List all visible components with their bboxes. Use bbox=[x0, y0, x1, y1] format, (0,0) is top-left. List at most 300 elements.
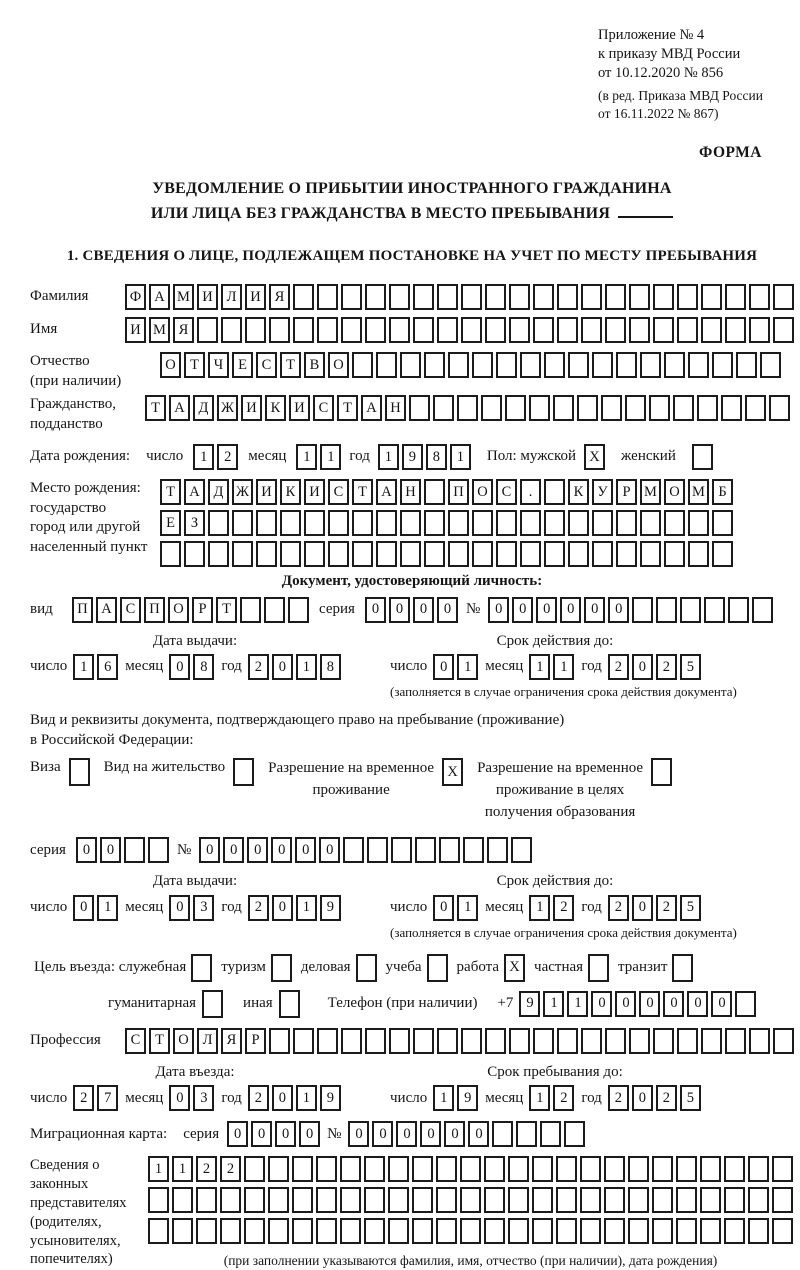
cell[interactable] bbox=[677, 284, 698, 310]
cell[interactable]: Ж bbox=[217, 395, 238, 421]
cell[interactable] bbox=[772, 1218, 793, 1244]
cell[interactable]: А bbox=[376, 479, 397, 505]
cell[interactable]: И bbox=[256, 479, 277, 505]
cell[interactable]: 0 bbox=[687, 991, 708, 1017]
purpose-business-checkbox[interactable] bbox=[356, 954, 377, 982]
cell[interactable]: 2 bbox=[248, 654, 269, 680]
cell[interactable]: 0 bbox=[295, 837, 316, 863]
cell[interactable] bbox=[680, 597, 701, 623]
cell[interactable] bbox=[433, 395, 454, 421]
cell[interactable]: 0 bbox=[299, 1121, 320, 1147]
cell[interactable] bbox=[701, 317, 722, 343]
cell[interactable] bbox=[304, 541, 325, 567]
cell[interactable] bbox=[472, 510, 493, 536]
cell[interactable]: 1 bbox=[450, 444, 471, 470]
cell[interactable] bbox=[364, 1156, 385, 1182]
cell[interactable] bbox=[581, 284, 602, 310]
cell[interactable] bbox=[676, 1218, 697, 1244]
cell[interactable] bbox=[556, 1187, 577, 1213]
cell[interactable] bbox=[457, 395, 478, 421]
cell[interactable]: 1 bbox=[296, 895, 317, 921]
cell[interactable] bbox=[628, 1187, 649, 1213]
cell[interactable] bbox=[196, 1187, 217, 1213]
cell[interactable]: 1 bbox=[529, 654, 550, 680]
cell[interactable]: Н bbox=[385, 395, 406, 421]
cell[interactable] bbox=[760, 352, 781, 378]
cell[interactable] bbox=[509, 284, 530, 310]
cell[interactable] bbox=[484, 1187, 505, 1213]
cell[interactable]: 2 bbox=[553, 895, 574, 921]
cell[interactable] bbox=[341, 1028, 362, 1054]
cell[interactable] bbox=[415, 837, 436, 863]
cell[interactable]: А bbox=[184, 479, 205, 505]
cell[interactable]: 1 bbox=[529, 895, 550, 921]
cell[interactable] bbox=[367, 837, 388, 863]
cell[interactable]: 0 bbox=[272, 654, 293, 680]
cell[interactable]: М bbox=[173, 284, 194, 310]
cell[interactable]: Н bbox=[400, 479, 421, 505]
cell[interactable] bbox=[773, 1028, 794, 1054]
cell[interactable]: 0 bbox=[199, 837, 220, 863]
cell[interactable] bbox=[472, 352, 493, 378]
cell[interactable]: О bbox=[472, 479, 493, 505]
doc-valid-month-cells[interactable] bbox=[529, 654, 574, 680]
cell[interactable]: 2 bbox=[196, 1156, 217, 1182]
cell[interactable]: 0 bbox=[536, 597, 557, 623]
cell[interactable]: 0 bbox=[372, 1121, 393, 1147]
cell[interactable] bbox=[492, 1121, 513, 1147]
cell[interactable]: Ф bbox=[125, 284, 146, 310]
cell[interactable]: 0 bbox=[433, 654, 454, 680]
cell[interactable]: 6 bbox=[97, 654, 118, 680]
cell[interactable]: 9 bbox=[519, 991, 540, 1017]
cell[interactable] bbox=[292, 1187, 313, 1213]
cell[interactable] bbox=[677, 1028, 698, 1054]
cell[interactable]: 1 bbox=[296, 444, 317, 470]
cell[interactable]: 0 bbox=[169, 654, 190, 680]
cell[interactable]: Д bbox=[193, 395, 214, 421]
cell[interactable] bbox=[628, 1156, 649, 1182]
cell[interactable]: А bbox=[361, 395, 382, 421]
cell[interactable]: 0 bbox=[275, 1121, 296, 1147]
cell[interactable]: И bbox=[241, 395, 262, 421]
cell[interactable] bbox=[540, 1121, 561, 1147]
doc-issue-day-cells[interactable] bbox=[73, 654, 118, 680]
cell[interactable]: Р bbox=[192, 597, 213, 623]
temp-permit-checkbox[interactable] bbox=[442, 758, 463, 786]
birth-year-cells[interactable] bbox=[378, 444, 471, 470]
cell[interactable] bbox=[508, 1156, 529, 1182]
cell[interactable] bbox=[664, 352, 685, 378]
cell[interactable] bbox=[672, 954, 693, 982]
cell[interactable] bbox=[485, 284, 506, 310]
cell[interactable]: П bbox=[72, 597, 93, 623]
cell[interactable]: Т bbox=[337, 395, 358, 421]
cell[interactable] bbox=[712, 510, 733, 536]
cell[interactable]: 5 bbox=[680, 895, 701, 921]
purpose-other-checkbox[interactable] bbox=[279, 990, 300, 1018]
stay-year-cells[interactable] bbox=[608, 1085, 701, 1111]
cell[interactable] bbox=[233, 758, 254, 786]
cell[interactable] bbox=[532, 1218, 553, 1244]
cell[interactable] bbox=[721, 395, 742, 421]
cell[interactable]: 9 bbox=[402, 444, 423, 470]
cell[interactable]: 5 bbox=[680, 1085, 701, 1111]
purpose-work-checkbox[interactable] bbox=[504, 954, 525, 982]
cell[interactable] bbox=[604, 1156, 625, 1182]
cell[interactable] bbox=[568, 510, 589, 536]
guardians-cells-row3[interactable] bbox=[148, 1218, 793, 1244]
cell[interactable] bbox=[516, 1121, 537, 1147]
cell[interactable] bbox=[341, 284, 362, 310]
cell[interactable]: 0 bbox=[711, 991, 732, 1017]
cell[interactable] bbox=[688, 352, 709, 378]
cell[interactable] bbox=[460, 1156, 481, 1182]
cell[interactable]: 0 bbox=[584, 597, 605, 623]
cell[interactable] bbox=[481, 395, 502, 421]
cell[interactable] bbox=[712, 352, 733, 378]
cell[interactable] bbox=[245, 317, 266, 343]
sex-male-checkbox[interactable] bbox=[584, 444, 605, 470]
cell[interactable]: 1 bbox=[193, 444, 214, 470]
cell[interactable]: 0 bbox=[639, 991, 660, 1017]
cell[interactable] bbox=[292, 1218, 313, 1244]
cell[interactable] bbox=[511, 837, 532, 863]
cell[interactable] bbox=[749, 317, 770, 343]
cell[interactable]: 0 bbox=[348, 1121, 369, 1147]
cell[interactable] bbox=[293, 317, 314, 343]
cell[interactable] bbox=[748, 1218, 769, 1244]
cell[interactable]: Ч bbox=[208, 352, 229, 378]
birthplace-cells-row3[interactable] bbox=[160, 541, 733, 567]
cell[interactable]: 2 bbox=[656, 654, 677, 680]
cell[interactable] bbox=[736, 352, 757, 378]
cell[interactable] bbox=[389, 1028, 410, 1054]
cell[interactable]: 1 bbox=[296, 654, 317, 680]
cell[interactable] bbox=[772, 1156, 793, 1182]
permit-number-cells[interactable] bbox=[199, 837, 532, 863]
cell[interactable]: М bbox=[640, 479, 661, 505]
cell[interactable]: 9 bbox=[320, 895, 341, 921]
cell[interactable] bbox=[160, 541, 181, 567]
cell[interactable]: 1 bbox=[457, 654, 478, 680]
cell[interactable] bbox=[208, 510, 229, 536]
cell[interactable]: 0 bbox=[271, 837, 292, 863]
cell[interactable] bbox=[592, 541, 613, 567]
cell[interactable]: 0 bbox=[223, 837, 244, 863]
cell[interactable]: А bbox=[149, 284, 170, 310]
cell[interactable]: У bbox=[592, 479, 613, 505]
cell[interactable] bbox=[773, 317, 794, 343]
cell[interactable] bbox=[328, 541, 349, 567]
cell[interactable]: 0 bbox=[272, 895, 293, 921]
cell[interactable]: Б bbox=[712, 479, 733, 505]
cell[interactable] bbox=[588, 954, 609, 982]
permit-valid-month-cells[interactable] bbox=[529, 895, 574, 921]
cell[interactable] bbox=[172, 1218, 193, 1244]
cell[interactable]: А bbox=[169, 395, 190, 421]
cell[interactable]: Д bbox=[208, 479, 229, 505]
cell[interactable] bbox=[616, 541, 637, 567]
cell[interactable]: 0 bbox=[319, 837, 340, 863]
cell[interactable] bbox=[280, 510, 301, 536]
cell[interactable] bbox=[509, 317, 530, 343]
cell[interactable] bbox=[581, 317, 602, 343]
cell[interactable] bbox=[439, 837, 460, 863]
entry-year-cells[interactable] bbox=[248, 1085, 341, 1111]
cell[interactable] bbox=[509, 1028, 530, 1054]
cell[interactable] bbox=[364, 1187, 385, 1213]
cell[interactable]: 2 bbox=[608, 1085, 629, 1111]
cell[interactable] bbox=[725, 317, 746, 343]
cell[interactable]: К bbox=[265, 395, 286, 421]
cell[interactable] bbox=[316, 1218, 337, 1244]
cell[interactable] bbox=[412, 1156, 433, 1182]
cell[interactable]: 2 bbox=[608, 895, 629, 921]
cell[interactable] bbox=[437, 317, 458, 343]
cell[interactable]: Ж bbox=[232, 479, 253, 505]
cell[interactable]: 2 bbox=[217, 444, 238, 470]
cell[interactable] bbox=[557, 284, 578, 310]
cell[interactable] bbox=[652, 1218, 673, 1244]
cell[interactable]: Е bbox=[160, 510, 181, 536]
stay-day-cells[interactable] bbox=[433, 1085, 478, 1111]
cell[interactable]: 0 bbox=[76, 837, 97, 863]
cell[interactable] bbox=[544, 510, 565, 536]
cell[interactable] bbox=[461, 317, 482, 343]
cell[interactable]: 0 bbox=[396, 1121, 417, 1147]
cell[interactable] bbox=[664, 541, 685, 567]
cell[interactable] bbox=[745, 395, 766, 421]
cell[interactable] bbox=[317, 284, 338, 310]
cell[interactable] bbox=[271, 954, 292, 982]
cell[interactable] bbox=[496, 541, 517, 567]
cell[interactable]: 0 bbox=[413, 597, 434, 623]
permit-issue-day-cells[interactable] bbox=[73, 895, 118, 921]
cell[interactable] bbox=[544, 352, 565, 378]
cell[interactable] bbox=[388, 1156, 409, 1182]
cell[interactable]: 0 bbox=[169, 895, 190, 921]
cell[interactable] bbox=[520, 352, 541, 378]
cell[interactable] bbox=[280, 541, 301, 567]
birthplace-cells-row2[interactable] bbox=[160, 510, 733, 536]
cell[interactable]: 1 bbox=[433, 1085, 454, 1111]
cell[interactable] bbox=[725, 284, 746, 310]
cell[interactable]: 0 bbox=[608, 597, 629, 623]
cell[interactable] bbox=[220, 1187, 241, 1213]
cell[interactable] bbox=[724, 1187, 745, 1213]
cell[interactable] bbox=[279, 990, 300, 1018]
cell[interactable]: 7 bbox=[97, 1085, 118, 1111]
cell[interactable] bbox=[592, 510, 613, 536]
cell[interactable] bbox=[365, 284, 386, 310]
entry-month-cells[interactable] bbox=[169, 1085, 214, 1111]
cell[interactable]: 0 bbox=[389, 597, 410, 623]
cell[interactable]: С bbox=[256, 352, 277, 378]
cell[interactable] bbox=[649, 395, 670, 421]
cell[interactable] bbox=[629, 284, 650, 310]
cell[interactable]: 8 bbox=[193, 654, 214, 680]
cell[interactable] bbox=[293, 284, 314, 310]
cell[interactable] bbox=[269, 317, 290, 343]
permit-series-cells[interactable] bbox=[76, 837, 169, 863]
purpose-study-checkbox[interactable] bbox=[427, 954, 448, 982]
cell[interactable] bbox=[701, 284, 722, 310]
cell[interactable] bbox=[640, 541, 661, 567]
cell[interactable] bbox=[316, 1187, 337, 1213]
cell[interactable]: 1 bbox=[529, 1085, 550, 1111]
cell[interactable]: 0 bbox=[591, 991, 612, 1017]
cell[interactable] bbox=[220, 1218, 241, 1244]
cell[interactable] bbox=[232, 510, 253, 536]
cell[interactable] bbox=[400, 541, 421, 567]
cell[interactable] bbox=[340, 1218, 361, 1244]
cell[interactable] bbox=[365, 317, 386, 343]
cell[interactable]: С bbox=[313, 395, 334, 421]
cell[interactable] bbox=[256, 541, 277, 567]
cell[interactable] bbox=[356, 954, 377, 982]
cell[interactable] bbox=[676, 1187, 697, 1213]
cell[interactable] bbox=[148, 1187, 169, 1213]
cell[interactable] bbox=[460, 1187, 481, 1213]
doc-issue-year-cells[interactable] bbox=[248, 654, 341, 680]
cell[interactable] bbox=[317, 317, 338, 343]
cell[interactable] bbox=[724, 1156, 745, 1182]
cell[interactable]: 0 bbox=[169, 1085, 190, 1111]
cell[interactable] bbox=[605, 317, 626, 343]
cell[interactable] bbox=[601, 395, 622, 421]
cell[interactable] bbox=[412, 1187, 433, 1213]
cell[interactable]: 0 bbox=[444, 1121, 465, 1147]
cell[interactable] bbox=[581, 1028, 602, 1054]
cell[interactable] bbox=[616, 510, 637, 536]
doc-kind-cells[interactable] bbox=[72, 597, 309, 623]
cell[interactable] bbox=[365, 1028, 386, 1054]
cell[interactable] bbox=[448, 352, 469, 378]
cell[interactable]: 2 bbox=[656, 1085, 677, 1111]
cell[interactable]: . bbox=[520, 479, 541, 505]
cell[interactable] bbox=[364, 1218, 385, 1244]
cell[interactable] bbox=[553, 395, 574, 421]
cell[interactable] bbox=[653, 1028, 674, 1054]
cell[interactable] bbox=[532, 1156, 553, 1182]
cell[interactable]: 0 bbox=[632, 654, 653, 680]
cell[interactable] bbox=[191, 954, 212, 982]
cell[interactable] bbox=[376, 541, 397, 567]
doc-series-cells[interactable] bbox=[365, 597, 458, 623]
cell[interactable] bbox=[340, 1187, 361, 1213]
cell[interactable]: К bbox=[280, 479, 301, 505]
temp-permit-edu-checkbox[interactable] bbox=[651, 758, 672, 786]
cell[interactable] bbox=[400, 510, 421, 536]
cell[interactable]: П bbox=[448, 479, 469, 505]
cell[interactable] bbox=[424, 510, 445, 536]
cell[interactable] bbox=[748, 1187, 769, 1213]
cell[interactable] bbox=[697, 395, 718, 421]
cell[interactable] bbox=[352, 541, 373, 567]
cell[interactable]: 0 bbox=[615, 991, 636, 1017]
cell[interactable]: Я bbox=[221, 1028, 242, 1054]
cell[interactable] bbox=[376, 510, 397, 536]
cell[interactable]: П bbox=[144, 597, 165, 623]
cell[interactable]: X bbox=[504, 954, 525, 982]
cell[interactable]: С bbox=[328, 479, 349, 505]
cell[interactable] bbox=[461, 284, 482, 310]
stay-month-cells[interactable] bbox=[529, 1085, 574, 1111]
cell[interactable] bbox=[651, 758, 672, 786]
cell[interactable] bbox=[389, 317, 410, 343]
cell[interactable] bbox=[268, 1156, 289, 1182]
cell[interactable] bbox=[484, 1218, 505, 1244]
cell[interactable]: 0 bbox=[100, 837, 121, 863]
cell[interactable] bbox=[232, 541, 253, 567]
cell[interactable] bbox=[436, 1218, 457, 1244]
cell[interactable] bbox=[625, 395, 646, 421]
cell[interactable] bbox=[652, 1156, 673, 1182]
cell[interactable] bbox=[688, 541, 709, 567]
cell[interactable] bbox=[532, 1187, 553, 1213]
doc-valid-day-cells[interactable] bbox=[433, 654, 478, 680]
cell[interactable] bbox=[577, 395, 598, 421]
cell[interactable] bbox=[568, 352, 589, 378]
name-cells[interactable] bbox=[125, 317, 794, 343]
cell[interactable] bbox=[605, 1028, 626, 1054]
cell[interactable]: Р bbox=[616, 479, 637, 505]
cell[interactable] bbox=[124, 837, 145, 863]
cell[interactable]: 0 bbox=[437, 597, 458, 623]
cell[interactable] bbox=[580, 1218, 601, 1244]
cell[interactable] bbox=[773, 284, 794, 310]
cell[interactable] bbox=[376, 352, 397, 378]
cell[interactable]: 1 bbox=[553, 654, 574, 680]
cell[interactable]: 1 bbox=[378, 444, 399, 470]
cell[interactable] bbox=[629, 1028, 650, 1054]
cell[interactable] bbox=[653, 317, 674, 343]
cell[interactable] bbox=[409, 395, 430, 421]
cell[interactable] bbox=[700, 1187, 721, 1213]
cell[interactable]: 0 bbox=[468, 1121, 489, 1147]
cell[interactable] bbox=[712, 541, 733, 567]
cell[interactable]: 0 bbox=[560, 597, 581, 623]
cell[interactable]: Т bbox=[184, 352, 205, 378]
cell[interactable] bbox=[389, 284, 410, 310]
cell[interactable]: 8 bbox=[426, 444, 447, 470]
cell[interactable]: М bbox=[688, 479, 709, 505]
cell[interactable] bbox=[424, 541, 445, 567]
cell[interactable] bbox=[673, 395, 694, 421]
cell[interactable] bbox=[341, 317, 362, 343]
profession-cells[interactable] bbox=[125, 1028, 794, 1054]
cell[interactable] bbox=[240, 597, 261, 623]
cell[interactable]: 1 bbox=[320, 444, 341, 470]
cell[interactable] bbox=[677, 317, 698, 343]
cell[interactable]: 2 bbox=[608, 654, 629, 680]
doc-valid-year-cells[interactable] bbox=[608, 654, 701, 680]
cell[interactable] bbox=[208, 541, 229, 567]
cell[interactable]: 0 bbox=[512, 597, 533, 623]
cell[interactable]: 0 bbox=[420, 1121, 441, 1147]
cell[interactable] bbox=[413, 1028, 434, 1054]
cell[interactable]: Т bbox=[160, 479, 181, 505]
cell[interactable]: 1 bbox=[567, 991, 588, 1017]
cell[interactable] bbox=[424, 352, 445, 378]
cell[interactable]: X bbox=[442, 758, 463, 786]
cell[interactable] bbox=[424, 479, 445, 505]
cell[interactable] bbox=[580, 1187, 601, 1213]
cell[interactable]: 0 bbox=[247, 837, 268, 863]
cell[interactable] bbox=[427, 954, 448, 982]
cell[interactable] bbox=[340, 1156, 361, 1182]
